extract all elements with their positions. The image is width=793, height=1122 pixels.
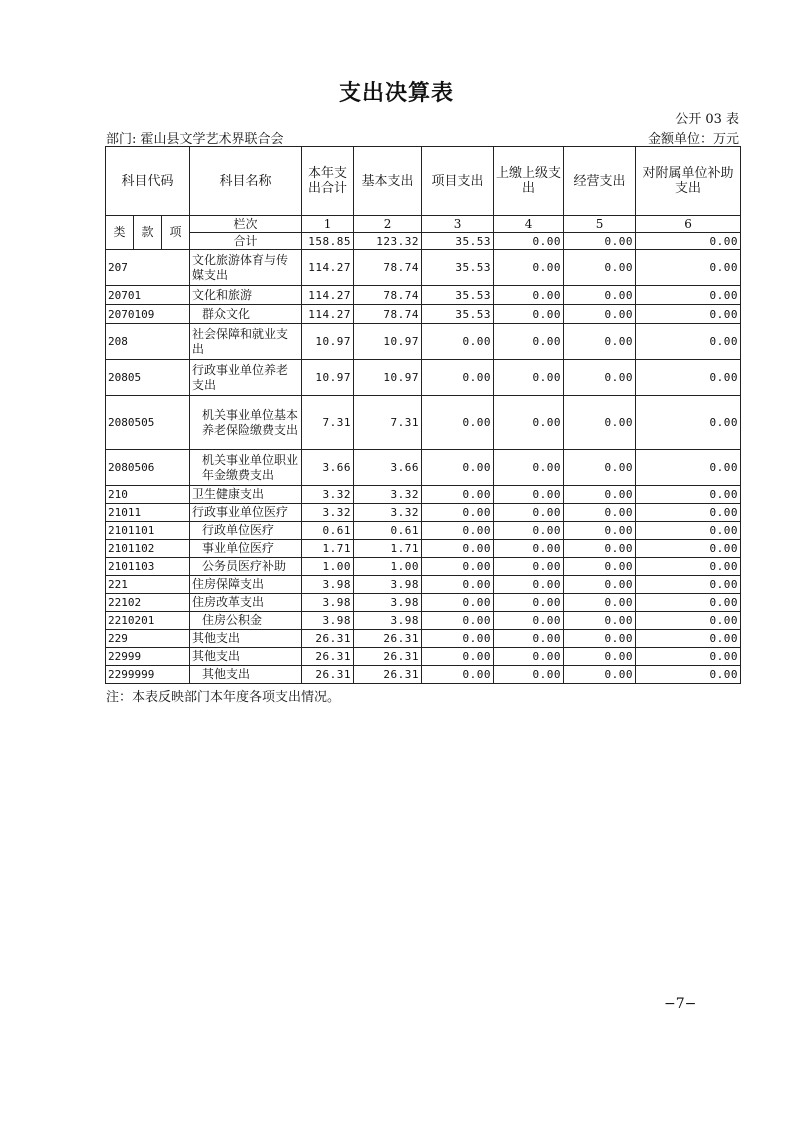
row-value: 0.00	[636, 450, 741, 486]
row-code: 208	[106, 324, 190, 360]
row-value: 0.00	[636, 558, 741, 576]
row-value: 0.00	[564, 594, 636, 612]
row-name: 公务员医疗补助	[190, 558, 302, 576]
department-label: 部门: 霍山县文学艺术界联合会	[106, 132, 284, 147]
row-value: 3.32	[302, 486, 354, 504]
row-value: 0.00	[494, 558, 564, 576]
column-number-row	[106, 216, 741, 233]
row-code: 2080506	[106, 450, 190, 486]
row-name: 卫生健康支出	[190, 486, 302, 504]
row-value: 0.00	[494, 360, 564, 396]
row-value: 0.00	[494, 612, 564, 630]
row-value: 0.00	[422, 360, 494, 396]
row-value: 35.53	[422, 305, 494, 324]
row-name: 事业单位医疗	[190, 540, 302, 558]
row-value: 0.00	[494, 576, 564, 594]
row-value: 0.00	[422, 594, 494, 612]
row-code: 20701	[106, 286, 190, 305]
row-name: 其他支出	[190, 666, 302, 684]
row-value: 0.00	[422, 504, 494, 522]
row-value: 3.98	[354, 612, 422, 630]
row-code: 2101103	[106, 558, 190, 576]
row-value: 0.00	[564, 486, 636, 504]
table-row	[106, 396, 741, 450]
row-value: 0.00	[636, 324, 741, 360]
row-value: 0.00	[494, 250, 564, 286]
row-value: 0.00	[636, 286, 741, 305]
row-value: 0.00	[564, 250, 636, 286]
total-value: 0.00	[636, 233, 741, 250]
row-name: 行政事业单位养老支出	[190, 360, 302, 396]
row-value: 0.61	[354, 522, 422, 540]
row-value: 0.00	[422, 396, 494, 450]
row-value: 0.00	[564, 558, 636, 576]
row-value: 114.27	[302, 305, 354, 324]
table-row	[106, 486, 741, 504]
row-value: 114.27	[302, 286, 354, 305]
row-value: 3.32	[354, 486, 422, 504]
row-value: 0.00	[494, 630, 564, 648]
table-row	[106, 286, 741, 305]
row-code: 229	[106, 630, 190, 648]
row-name: 其他支出	[190, 630, 302, 648]
row-value: 1.71	[302, 540, 354, 558]
row-code: 20805	[106, 360, 190, 396]
row-value: 0.00	[422, 324, 494, 360]
row-value: 0.00	[494, 450, 564, 486]
total-value: 35.53	[422, 233, 494, 250]
row-value: 0.00	[494, 666, 564, 684]
row-name: 机关事业单位基本养老保险缴费支出	[190, 396, 302, 450]
row-value: 0.00	[422, 576, 494, 594]
row-name: 行政事业单位医疗	[190, 504, 302, 522]
row-value: 26.31	[302, 666, 354, 684]
row-code: 2070109	[106, 305, 190, 324]
row-value: 0.00	[636, 540, 741, 558]
col-number: 5	[564, 216, 636, 233]
table-note: 注：本表反映部门本年度各项支出情况。	[106, 690, 341, 705]
header-business: 经营支出	[564, 147, 636, 216]
row-name: 社会保障和就业支出	[190, 324, 302, 360]
header-subsidy: 对附属单位补助支出	[636, 147, 741, 216]
amount-unit-label: 金额单位：万元	[647, 132, 739, 147]
row-value: 10.97	[302, 324, 354, 360]
table-row	[106, 630, 741, 648]
row-value: 10.97	[354, 324, 422, 360]
row-value: 0.00	[494, 486, 564, 504]
table-row	[106, 450, 741, 486]
row-value: 0.00	[564, 396, 636, 450]
row-value: 10.97	[354, 360, 422, 396]
col-number: 6	[636, 216, 741, 233]
row-value: 0.00	[494, 305, 564, 324]
col-number: 3	[422, 216, 494, 233]
row-value: 0.00	[636, 396, 741, 450]
row-value: 0.00	[422, 540, 494, 558]
row-value: 0.00	[564, 630, 636, 648]
row-value: 0.00	[494, 594, 564, 612]
row-value: 3.66	[354, 450, 422, 486]
row-code: 2299999	[106, 666, 190, 684]
header-total: 本年支出合计	[302, 147, 354, 216]
row-value: 0.00	[422, 612, 494, 630]
row-name: 住房改革支出	[190, 594, 302, 612]
row-name: 文化和旅游	[190, 286, 302, 305]
row-value: 0.00	[636, 305, 741, 324]
table-row	[106, 558, 741, 576]
row-value: 0.00	[564, 286, 636, 305]
row-value: 0.00	[636, 360, 741, 396]
row-value: 0.00	[494, 504, 564, 522]
row-value: 3.98	[302, 612, 354, 630]
row-value: 0.00	[422, 630, 494, 648]
col-number: 2	[354, 216, 422, 233]
row-code: 2101102	[106, 540, 190, 558]
row-value: 26.31	[354, 630, 422, 648]
row-value: 0.00	[564, 576, 636, 594]
row-value: 0.00	[564, 540, 636, 558]
row-value: 0.61	[302, 522, 354, 540]
total-label: 合计	[190, 233, 302, 250]
row-value: 0.00	[564, 450, 636, 486]
row-value: 10.97	[302, 360, 354, 396]
row-value: 0.00	[564, 504, 636, 522]
row-value: 0.00	[494, 522, 564, 540]
form-code: 公开 03 表	[675, 112, 739, 127]
row-name: 群众文化	[190, 305, 302, 324]
row-value: 26.31	[302, 648, 354, 666]
row-value: 78.74	[354, 286, 422, 305]
row-value: 0.00	[422, 648, 494, 666]
row-value: 78.74	[354, 305, 422, 324]
row-value: 3.98	[354, 576, 422, 594]
col-number: 1	[302, 216, 354, 233]
row-value: 3.32	[354, 504, 422, 522]
row-value: 0.00	[636, 630, 741, 648]
row-code: 22102	[106, 594, 190, 612]
header-name: 科目名称	[190, 147, 302, 216]
page-title: 支出决算表	[338, 80, 454, 106]
row-value: 35.53	[422, 286, 494, 305]
row-code: 2080505	[106, 396, 190, 450]
row-value: 0.00	[422, 666, 494, 684]
row-code: 207	[106, 250, 190, 286]
row-value: 0.00	[422, 558, 494, 576]
row-value: 0.00	[564, 360, 636, 396]
header-row	[106, 147, 741, 216]
header-code: 科目代码	[106, 147, 190, 216]
row-value: 3.98	[302, 594, 354, 612]
row-value: 0.00	[564, 324, 636, 360]
row-value: 0.00	[494, 540, 564, 558]
total-value: 0.00	[564, 233, 636, 250]
table-row	[106, 540, 741, 558]
table-row	[106, 504, 741, 522]
row-code: 21011	[106, 504, 190, 522]
row-value: 0.00	[564, 648, 636, 666]
row-value: 0.00	[422, 486, 494, 504]
row-value: 0.00	[422, 450, 494, 486]
total-row	[106, 233, 741, 250]
row-value: 0.00	[636, 666, 741, 684]
row-value: 3.98	[302, 576, 354, 594]
row-code: 210	[106, 486, 190, 504]
row-value: 1.00	[302, 558, 354, 576]
row-value: 0.00	[636, 250, 741, 286]
table-row	[106, 522, 741, 540]
row-value: 0.00	[636, 612, 741, 630]
total-value: 158.85	[302, 233, 354, 250]
row-name: 文化旅游体育与传媒支出	[190, 250, 302, 286]
row-code: 2210201	[106, 612, 190, 630]
row-value: 0.00	[494, 324, 564, 360]
row-name: 其他支出	[190, 648, 302, 666]
row-value: 0.00	[494, 396, 564, 450]
row-value: 1.71	[354, 540, 422, 558]
page-number: −7−	[664, 996, 697, 1012]
row-value: 78.74	[354, 250, 422, 286]
row-value: 114.27	[302, 250, 354, 286]
row-value: 3.32	[302, 504, 354, 522]
row-value: 0.00	[564, 612, 636, 630]
header-lei: 类	[106, 216, 134, 250]
table-row	[106, 324, 741, 360]
row-code: 221	[106, 576, 190, 594]
row-name: 机关事业单位职业年金缴费支出	[190, 450, 302, 486]
header-kuan: 款	[134, 216, 162, 250]
table-row	[106, 648, 741, 666]
row-name: 住房保障支出	[190, 576, 302, 594]
row-value: 0.00	[636, 576, 741, 594]
col-number: 4	[494, 216, 564, 233]
row-value: 26.31	[354, 666, 422, 684]
row-value: 0.00	[636, 522, 741, 540]
table-row	[106, 666, 741, 684]
table-row	[106, 250, 741, 286]
row-value: 0.00	[636, 594, 741, 612]
total-value: 0.00	[494, 233, 564, 250]
row-value: 35.53	[422, 250, 494, 286]
table-row	[106, 594, 741, 612]
row-value: 26.31	[302, 630, 354, 648]
table-row	[106, 360, 741, 396]
row-value: 26.31	[354, 648, 422, 666]
row-name: 住房公积金	[190, 612, 302, 630]
row-value: 1.00	[354, 558, 422, 576]
header-upper: 上缴上级支出	[494, 147, 564, 216]
row-code: 2101101	[106, 522, 190, 540]
header-project: 项目支出	[422, 147, 494, 216]
row-value: 0.00	[422, 522, 494, 540]
row-value: 0.00	[494, 286, 564, 305]
total-value: 123.32	[354, 233, 422, 250]
row-value: 7.31	[354, 396, 422, 450]
table-row	[106, 305, 741, 324]
expenditure-table	[105, 146, 741, 684]
row-value: 7.31	[302, 396, 354, 450]
table-row	[106, 576, 741, 594]
row-value: 0.00	[636, 504, 741, 522]
row-value: 0.00	[636, 486, 741, 504]
row-value: 0.00	[564, 666, 636, 684]
row-value: 0.00	[636, 648, 741, 666]
row-value: 0.00	[564, 522, 636, 540]
row-value: 0.00	[494, 648, 564, 666]
row-name: 行政单位医疗	[190, 522, 302, 540]
row-code: 22999	[106, 648, 190, 666]
row-value: 0.00	[564, 305, 636, 324]
header-lanci: 栏次	[190, 216, 302, 233]
table-row	[106, 612, 741, 630]
row-value: 3.98	[354, 594, 422, 612]
header-basic: 基本支出	[354, 147, 422, 216]
row-value: 3.66	[302, 450, 354, 486]
header-xiang: 项	[162, 216, 190, 250]
